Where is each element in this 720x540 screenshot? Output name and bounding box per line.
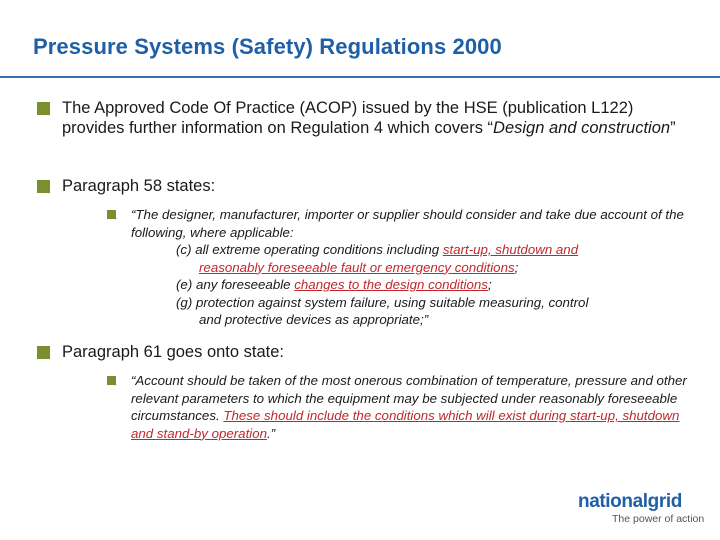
page-title: Pressure Systems (Safety) Regulations 2000 xyxy=(33,34,502,59)
national-grid-logo xyxy=(578,492,708,526)
item-e-text: (e) any foreseeable xyxy=(176,277,295,292)
item-e-underlined: changes to the design conditions xyxy=(294,277,488,292)
bullet-acop xyxy=(62,98,692,138)
paragraph-61-quote xyxy=(131,372,701,442)
item-c-underlined-1: start-up, shutdown and xyxy=(442,242,579,257)
bullet-icon xyxy=(37,180,50,193)
quote-61-suffix: .” xyxy=(267,425,276,441)
bullet-paragraph-58: Paragraph 58 states: xyxy=(62,177,216,195)
quote-61-underlined: These should include the conditions which will exist during start-up, shutdown and stand-by operation xyxy=(131,408,680,441)
sub-bullet-icon xyxy=(107,376,116,385)
acop-text: The Approved Code Of Practice (ACOP) issued by the HSE (publication L122) provides further information on Regulation 4 which covers “ xyxy=(62,99,634,137)
paragraph-58-quote xyxy=(131,206,701,329)
logo-name: nationalgrid xyxy=(578,491,682,512)
bullet-paragraph-61: Paragraph 61 goes onto state: xyxy=(62,343,284,361)
item-c-underlined-2: reasonably foreseeable fault or emergency conditions xyxy=(199,259,515,275)
item-e-suffix: ; xyxy=(487,277,492,292)
bullet-icon xyxy=(37,102,50,115)
item-c-cont xyxy=(131,259,701,277)
item-c-suffix: ; xyxy=(514,259,519,275)
item-e xyxy=(131,276,701,294)
item-g: (g) protection against system failure, using suitable measuring, control xyxy=(176,294,589,310)
bullet-icon xyxy=(37,346,50,359)
item-c-text: (c) all extreme operating conditions including xyxy=(176,242,443,257)
quote-intro: “The designer, manufacturer, importer or supplier should consider and take due account of the following, where applicable: xyxy=(131,207,684,240)
acop-emphasis: Design and construction xyxy=(493,119,671,137)
sub-bullet-icon xyxy=(107,210,116,219)
item-c xyxy=(131,241,701,259)
item-g-cont: and protective devices as appropriate;” xyxy=(199,312,429,327)
quote-61-text: “Account should be taken of the most onerous combination of temperature, pressure and other relevant parameters to which the equipment may be subjected under reasonably foreseeable circumstances. xyxy=(131,373,687,423)
acop-close-quote: ” xyxy=(670,119,676,137)
title-divider xyxy=(0,76,720,78)
logo-tagline: The power of action xyxy=(612,513,705,525)
